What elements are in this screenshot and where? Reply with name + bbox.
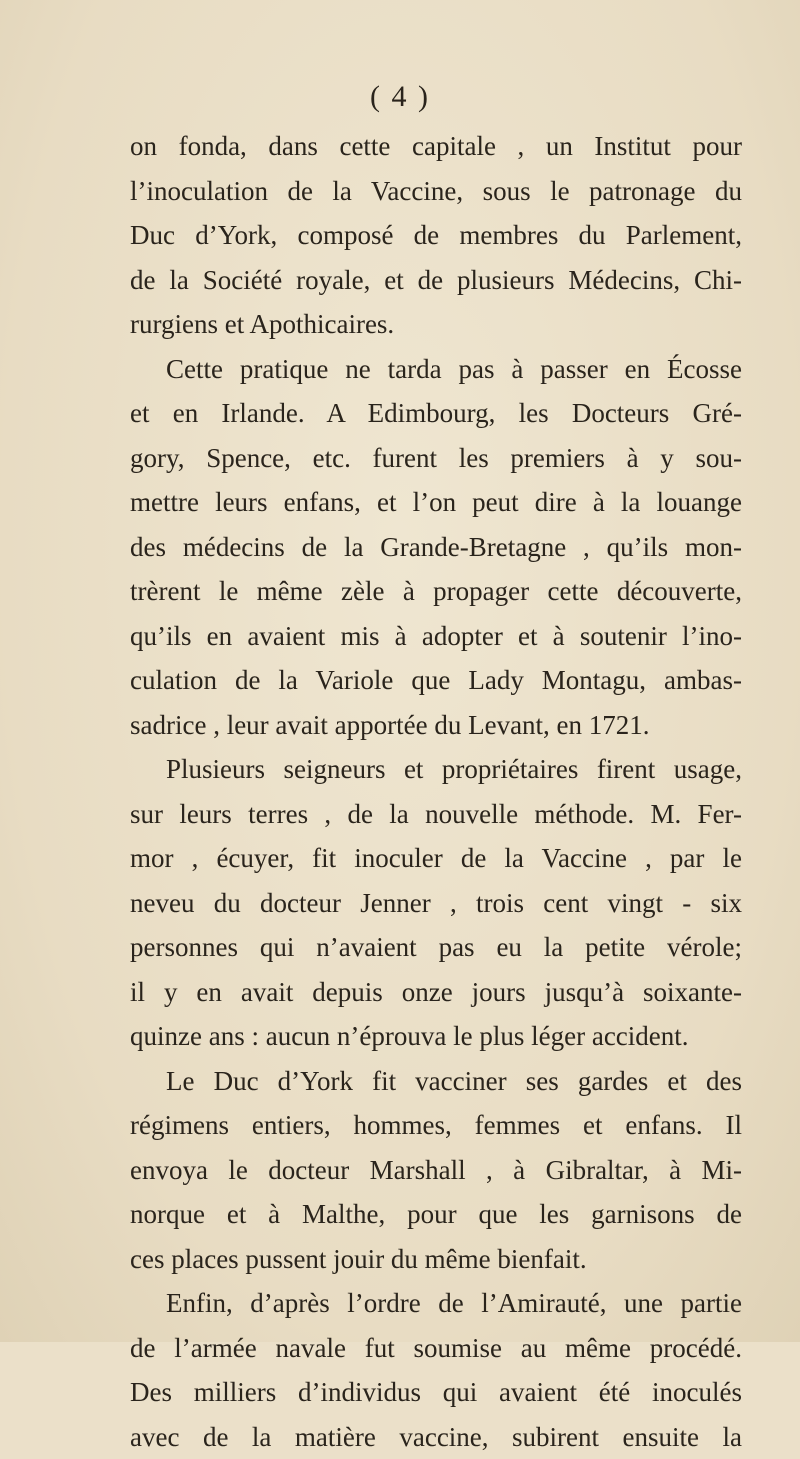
- text-line: régimens entiers, hommes, femmes et enfans. Il: [130, 1103, 742, 1148]
- text-line: quinze ans : aucun n’éprouva le plus léger accident.: [130, 1014, 742, 1059]
- text-line: des médecins de la Grande-Bretagne , qu’ils mon-: [130, 525, 742, 570]
- text-line: trèrent le même zèle à propager cette découverte,: [130, 569, 742, 614]
- text-line: Plusieurs seigneurs et propriétaires firent usage,: [130, 747, 742, 792]
- text-line: sur leurs terres , de la nouvelle méthode. M. Fer-: [130, 792, 742, 837]
- text-line: personnes qui n’avaient pas eu la petite vérole;: [130, 925, 742, 970]
- text-line: ces places pussent jouir du même bienfait.: [130, 1237, 742, 1282]
- text-line: culation de la Variole que Lady Montagu, ambas-: [130, 658, 742, 703]
- body-text: [130, 124, 742, 1459]
- text-line: envoya le docteur Marshall , à Gibraltar, à Mi-: [130, 1148, 742, 1193]
- text-line: rurgiens et Apothicaires.: [130, 302, 742, 347]
- text-line: l’inoculation de la Vaccine, sous le patronage du: [130, 169, 742, 214]
- text-line: on fonda, dans cette capitale , un Institut pour: [130, 124, 742, 169]
- text-line: neveu du docteur Jenner , trois cent vingt - six: [130, 881, 742, 926]
- text-line: avec de la matière vaccine, subirent ensuite la: [130, 1415, 742, 1459]
- text-line: qu’ils en avaient mis à adopter et à soutenir l’ino-: [130, 614, 742, 659]
- text-line: et en Irlande. A Edimbourg, les Docteurs Gré-: [130, 391, 742, 436]
- text-line: mor , écuyer, fit inoculer de la Vaccine , par le: [130, 836, 742, 881]
- text-line: mettre leurs enfans, et l’on peut dire à la louange: [130, 480, 742, 525]
- text-line: Le Duc d’York fit vacciner ses gardes et des: [130, 1059, 742, 1104]
- text-line: il y en avait depuis onze jours jusqu’à soixante-: [130, 970, 742, 1015]
- text-line: Enfin, d’après l’ordre de l’Amirauté, une partie: [130, 1281, 742, 1326]
- page-number: ( 4 ): [0, 80, 800, 114]
- text-line: gory, Spence, etc. furent les premiers à y sou-: [130, 436, 742, 481]
- text-line: Duc d’York, composé de membres du Parlement,: [130, 213, 742, 258]
- text-line: Des milliers d’individus qui avaient été inoculés: [130, 1370, 742, 1415]
- text-line: Cette pratique ne tarda pas à passer en Écosse: [130, 347, 742, 392]
- text-line: sadrice , leur avait apportée du Levant, en 1721.: [130, 703, 742, 748]
- text-line: norque et à Malthe, pour que les garnisons de: [130, 1192, 742, 1237]
- text-line: de l’armée navale fut soumise au même procédé.: [130, 1326, 742, 1371]
- text-line: de la Société royale, et de plusieurs Médecins, Chi-: [130, 258, 742, 303]
